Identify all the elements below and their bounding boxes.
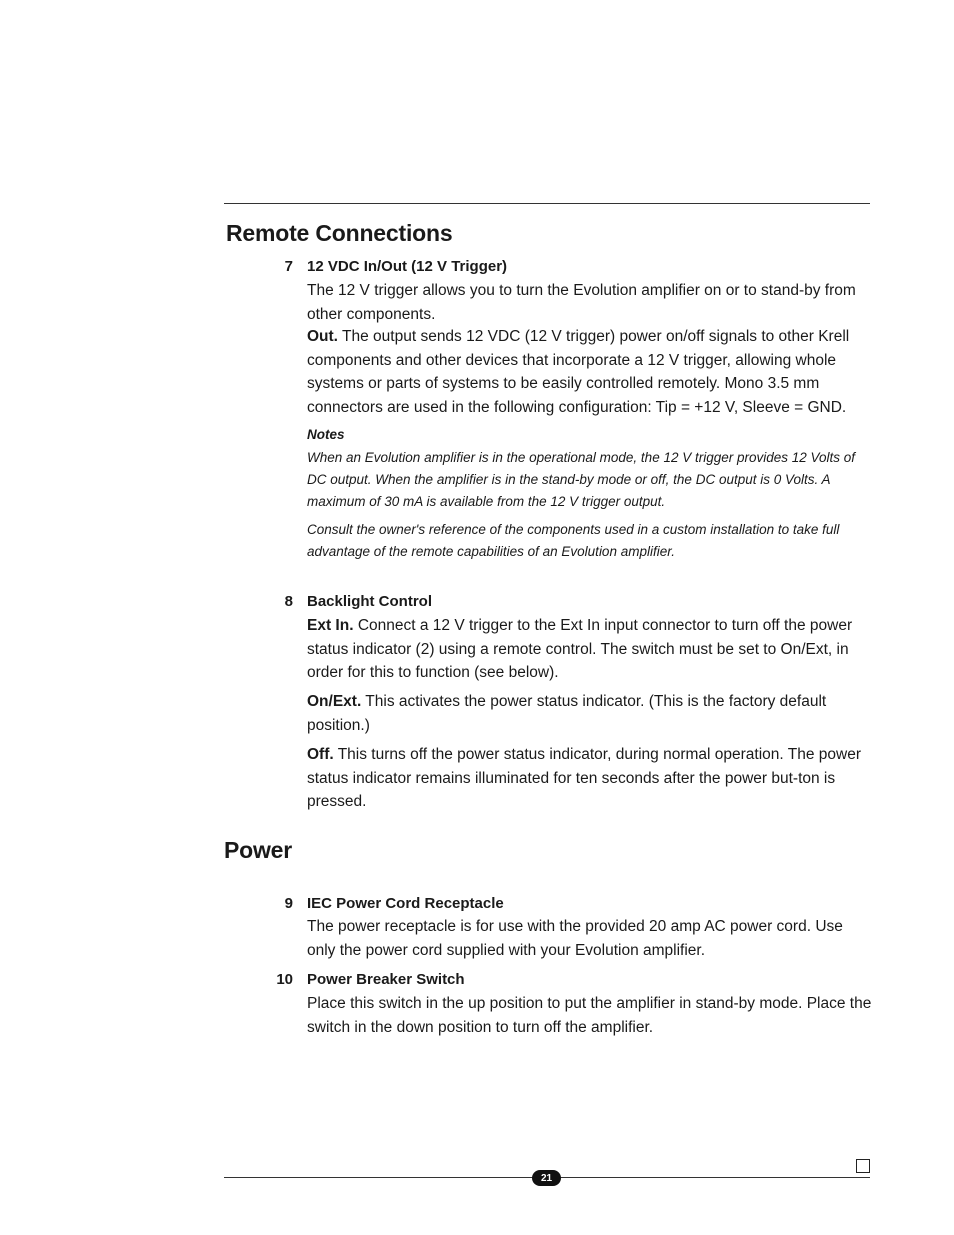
item-number: 7 [284,258,293,275]
top-rule [224,203,870,204]
section-title-remote-connections: Remote Connections [226,220,453,246]
note-paragraph: Consult the owner's reference of the components used in a custom installation to take full advantage of the remote capabilities of an Evolution amplifier. [307,522,840,559]
item-title: Power Breaker Switch [307,971,465,988]
page-number: 21 [532,1170,561,1186]
item-number: 10 [276,971,293,988]
off-text: This turns off the power status indicator, during normal operation. The power status indicator remains illuminated for ten seconds after the power but-ton is pressed. [307,746,861,810]
item-title: 12 VDC In/Out (12 V Trigger) [307,258,508,275]
item-trigger [275,256,875,576]
backlight-extin-paragraph [307,614,872,685]
trigger-out-paragraph [307,325,872,419]
breaker-paragraph: Place this switch in the up position to put the amplifier in stand-by mode. Place the switch in the down position to turn off the amplifier. [307,995,872,1036]
item-number: 8 [284,593,293,610]
trigger-intro: The 12 V trigger allows you to turn the Evolution amplifier on or to stand-by from other components. [307,282,856,323]
section-title-power: Power [224,837,293,863]
item-title: Backlight Control [307,593,433,610]
corner-square-icon [856,1159,870,1173]
out-label: Out. [307,328,338,345]
off-label: Off. [307,746,334,763]
item-iec-receptacle [275,893,875,963]
iec-paragraph: The power receptacle is for use with the provided 20 amp AC power cord. Use only the power cord supplied with your Evolution amplifier. [307,918,843,959]
item-number: 9 [284,895,293,912]
notes-heading: Notes [307,427,345,442]
onext-text: This activates the power status indicator. (This is the factory default position.) [307,693,827,734]
extin-text: Connect a 12 V trigger to the Ext In input connector to turn off the power status indicator (2) using a remote control. The switch must be set to On/Ext, in order for this to function (see below). [307,617,853,681]
out-text: The output sends 12 VDC (12 V trigger) power on/off signals to other Krell components and other devices that incorporate a 12 V trigger, allowing whole systems or parts of systems to be easily controlled remotely. Mono 3.5 mm connectors are used in the following configuration: Tip = +12 V, Sleeve = GND. [307,328,850,416]
item-power-breaker [275,969,875,1039]
item-backlight [275,591,875,821]
extin-label: Ext In. [307,617,354,634]
item-title: IEC Power Cord Receptacle [307,895,504,912]
onext-label: On/Ext. [307,693,362,710]
backlight-onext-paragraph [307,690,872,737]
note-paragraph: When an Evolution amplifier is in the operational mode, the 12 V trigger provides 12 Volts of DC output. When the amplifier is in the stand-by mode or off, the DC output is 0 Volts. A maximum of 30 mA is available from the 12 V trigger output. [307,450,856,509]
backlight-off-paragraph [307,743,872,814]
